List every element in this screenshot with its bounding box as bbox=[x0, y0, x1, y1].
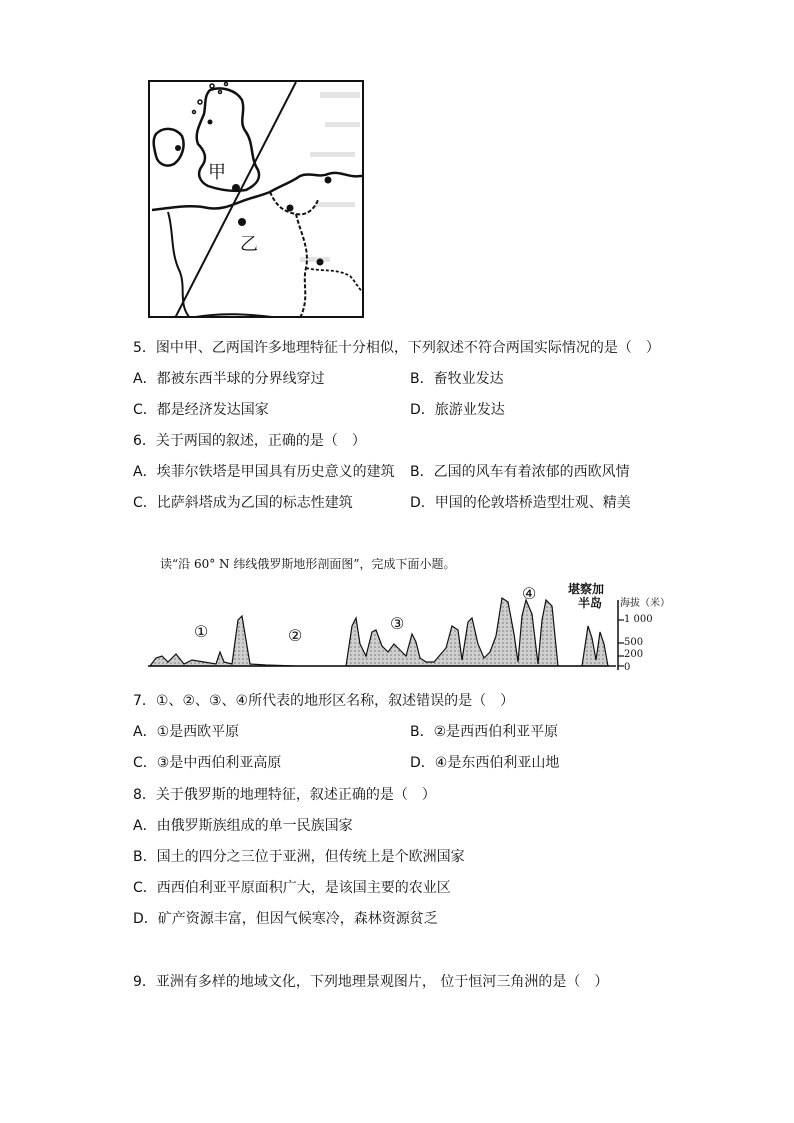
q8-option-c: C．西西伯利亚平原面积广大，是该国主要的农业区 bbox=[133, 880, 451, 896]
region-label-4: ④ bbox=[522, 584, 537, 603]
bern-dot bbox=[317, 259, 324, 266]
profile-intro: 读“沿 60° N 纬线俄罗斯地形剖面图”，完成下面小题。 bbox=[160, 557, 456, 571]
q6-option-b: B．乙国的风车有着浓郁的西欧风情 bbox=[410, 464, 630, 480]
region-label-1: ① bbox=[194, 622, 209, 641]
map-drawing bbox=[150, 82, 364, 318]
continent-coast bbox=[270, 173, 364, 192]
q7-stem: 7．①、②、③、④所代表的地形区名称，叙述错误的是（ ） bbox=[133, 693, 515, 709]
profile-drawing bbox=[146, 586, 686, 676]
france-west bbox=[168, 212, 190, 318]
france-east-border bbox=[296, 214, 307, 318]
alps-border bbox=[306, 268, 364, 294]
tick-1000: 1 000 bbox=[624, 614, 653, 625]
q8-option-a: A．由俄罗斯族组成的单一民族国家 bbox=[133, 818, 353, 834]
dublin-dot bbox=[175, 145, 181, 151]
tick-200: 200 bbox=[624, 649, 644, 660]
axis-title: 海拔（米） bbox=[620, 598, 670, 609]
q6-option-a: A．埃菲尔铁塔是甲国具有历史意义的建筑 bbox=[133, 464, 395, 480]
tick-0: 0 bbox=[624, 662, 631, 673]
q6-option-d: D．甲国的伦敦塔桥造型壮观、精美 bbox=[410, 495, 631, 511]
peninsula-label-line1: 堪察加 bbox=[568, 582, 605, 596]
q8-stem: 8．关于俄罗斯的地理特征，叙述正确的是（ ） bbox=[133, 787, 436, 803]
q5-option-c: C．都是经济发达国家 bbox=[133, 402, 269, 418]
britain-outline bbox=[197, 88, 259, 190]
region-label-2: ② bbox=[288, 626, 303, 645]
q5-option-a: A．都被东西半球的分界线穿过 bbox=[133, 371, 325, 387]
brussels-dot bbox=[287, 205, 294, 212]
amsterdam-dot bbox=[325, 177, 332, 184]
terrain-silhouette bbox=[150, 598, 608, 666]
terrain-profile bbox=[146, 582, 686, 676]
q5-stem: 5．图中甲、乙两国许多地理特征十分相似，下列叙述不符合两国实际情况的是（ ） bbox=[133, 340, 660, 356]
q5-option-b: B．畜牧业发达 bbox=[410, 371, 504, 387]
q9-stem: 9．亚洲有多样的地域文化，下列地理景观图片， 位于恒河三角洲的是（ ） bbox=[133, 974, 609, 990]
london-dot bbox=[232, 184, 240, 192]
region-label-3: ③ bbox=[390, 614, 405, 633]
q6-stem: 6．关于两国的叙述，正确的是（ ） bbox=[133, 433, 366, 449]
q8-option-b: B．国土的四分之三位于亚洲，但传统上是个欧洲国家 bbox=[133, 849, 465, 865]
france-coast bbox=[152, 192, 270, 210]
benelux-border bbox=[270, 192, 318, 214]
tick-500: 500 bbox=[624, 637, 644, 648]
edinburgh-dot bbox=[208, 120, 213, 125]
q7-option-a: A．①是西欧平原 bbox=[133, 724, 240, 740]
peninsula-label-line2: 半岛 bbox=[578, 596, 603, 610]
q7-option-b: B．②是西西伯利亚平原 bbox=[410, 724, 559, 740]
q8-option-d: D．矿产资源丰富，但因气候寒冷，森林资源贫乏 bbox=[133, 911, 438, 927]
paris-dot bbox=[238, 218, 246, 226]
prime-meridian-line bbox=[174, 82, 296, 318]
q5-option-d: D．旅游业发达 bbox=[410, 402, 505, 418]
europe-map bbox=[148, 80, 364, 318]
q6-option-c: C．比萨斜塔成为乙国的标志性建筑 bbox=[133, 495, 353, 511]
q7-option-d: D．④是东西伯利亚山地 bbox=[410, 755, 560, 771]
q7-option-c: C．③是中西伯利亚高原 bbox=[133, 755, 282, 771]
south-border bbox=[190, 314, 280, 318]
label-yi: 乙 bbox=[240, 234, 258, 255]
label-jia: 甲 bbox=[208, 162, 226, 183]
